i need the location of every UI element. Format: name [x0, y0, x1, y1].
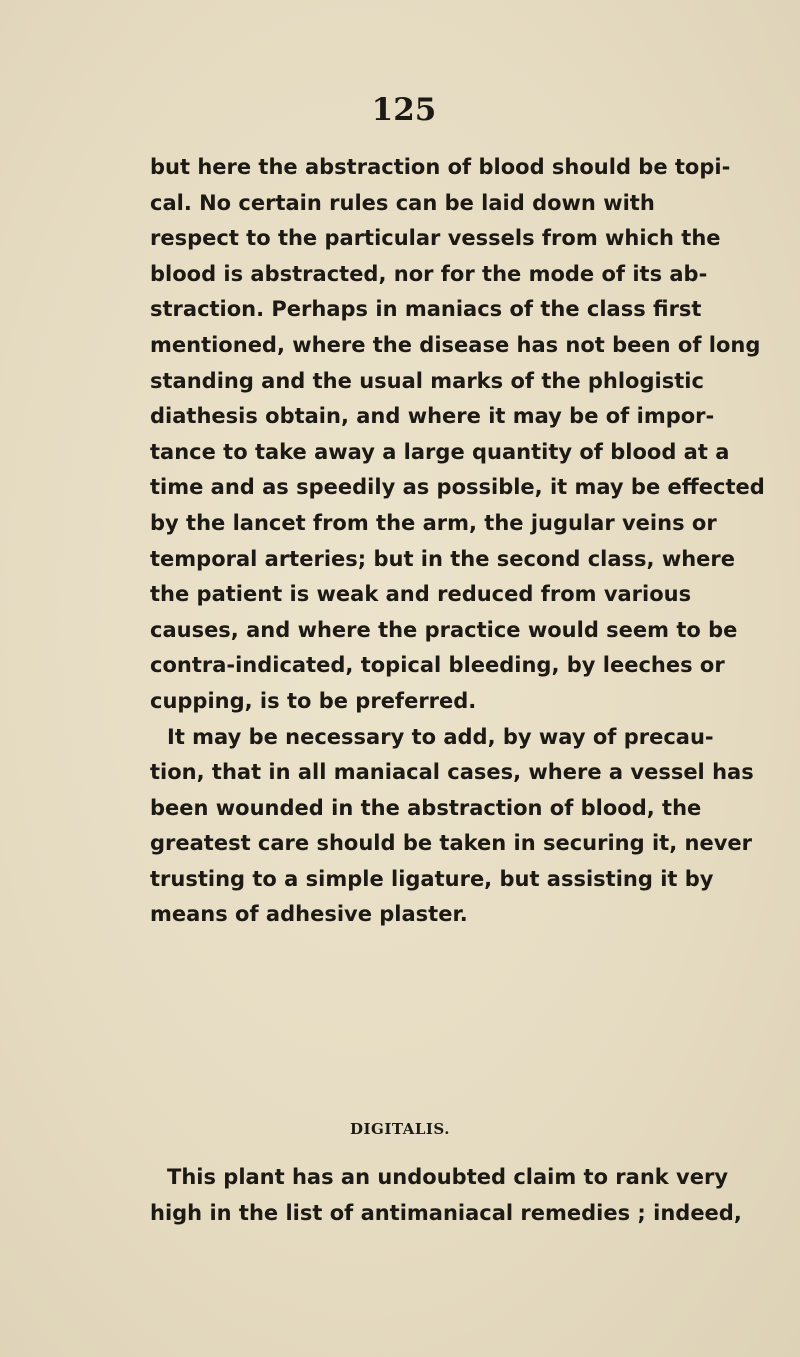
text-line: by the lancet from the arm, the jugular veins or [150, 510, 717, 535]
text-line: high in the list of antimaniacal remedies ; indeed, [150, 1200, 742, 1225]
section-heading: DIGITALIS. [350, 1120, 450, 1138]
text-line: causes, and where the practice would seem to be [150, 617, 738, 642]
text-line: but here the abstraction of blood should be topi- [150, 155, 731, 179]
text-line: standing and the usual marks of the phlogistic [150, 368, 704, 393]
page-number: 125 [371, 92, 437, 128]
text-line: respect to the particular vessels from which the [150, 226, 721, 251]
text-line: mentioned, where the disease has not been of long [150, 332, 761, 357]
text-line: blood is abstracted, nor for the mode of its ab- [150, 261, 708, 286]
text-line: straction. Perhaps in maniacs of the class first [150, 297, 702, 322]
text-line: greatest care should be taken in securing it, never [150, 831, 752, 856]
text-line: tion, that in all maniacal cases, where a vessel has [150, 760, 754, 785]
text-line: diathesis obtain, and where it may be of impor- [150, 404, 715, 429]
text-line: time and as speedily as possible, it may be effected [150, 475, 765, 500]
text-line: been wounded in the abstraction of blood, the [150, 795, 702, 820]
body-text [150, 150, 765, 933]
paragraph-1 [150, 150, 765, 720]
text-line: trusting to a simple ligature, but assisting it by [150, 866, 714, 891]
text-line: cupping, is to be preferred. [150, 688, 477, 713]
paragraph-2 [150, 720, 754, 934]
text-line: means of adhesive plaster. [150, 902, 468, 927]
text-line: temporal arteries; but in the second class, where [150, 546, 736, 571]
paragraph-3 [150, 1160, 742, 1231]
text-line: tance to take away a large quantity of blood at a [150, 439, 730, 464]
text-line: cal. No certain rules can be laid down with [150, 190, 655, 215]
text-line: contra-indicated, topical bleeding, by leeches or [150, 653, 725, 678]
text-line: This plant has an undoubted claim to rank very [167, 1165, 729, 1189]
text-line: the patient is weak and reduced from various [150, 582, 692, 607]
text-line: It may be necessary to add, by way of precau- [167, 724, 714, 749]
